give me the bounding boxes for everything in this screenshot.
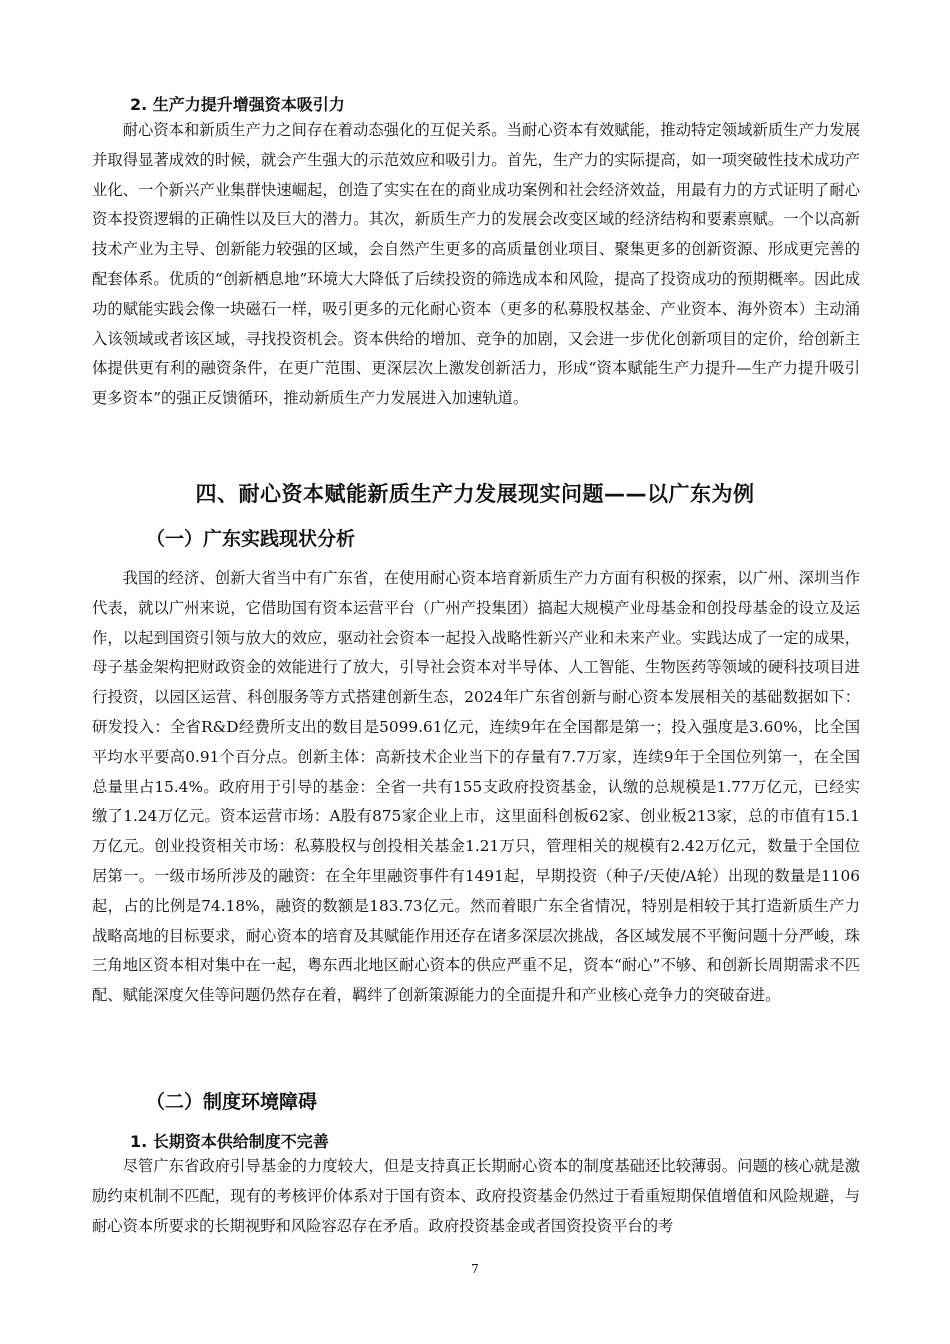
- subheading-long-term-supply: 1. 长期资本供给制度不完善: [130, 1132, 329, 1151]
- subsection-heading-status: （一）广东实践现状分析: [146, 528, 356, 550]
- paragraph-long-term-supply: 尽管广东省政府引导基金的力度较大，但是支持真正长期耐心资本的制度基础还比较薄弱。问题的核心就是激励约束机制不匹配，现有的考核评价体系对于国有资本、政府投资基金仍然过于看重短期保值增值和风险规避，与耐心资本所要求的长期视野和风险容忍存在矛盾。政府投资基金或者国资投资平台的考: [92, 1157, 860, 1235]
- subheading-capital-attraction: 2. 生产力提升增强资本吸引力: [130, 95, 345, 114]
- paragraph-guangdong-status: 我国的经济、创新大省当中有广东省，在使用耐心资本培育新质生产力方面有积极的探索，以广州、深圳当作代表，就以广州来说，它借助国有资本运营平台（广州产投集团）搞起大规模产业母基金和创投母基金的设立及运作，以起到国资引领与放大的效应，驱动社会资本一起投入战略性新兴产业和未来产业。实践达成了一定的成果，母子基金架构把财政资金的效能进行了放大，引导社会资本对半导体、人工智能、生物医药等领域的硬科技项目进行投资，以园区运营、科创服务等方式搭建创新生态，2024年广东省创新与耐心资本发展相关的基础数据如下：研发投入：全省R&D经费所支出的数目是5099.61亿元，连续9年在全国都是第一；投入强度是3.60%，比全国平均水平要高0.91个百分点。创新主体：高新技术企业当下的存量有7.7万家，连续9年于全国位列第一，在全国总量里占15.4%。政府用于引导的基金：全省一共有155支政府投资基金，认缴的总规模是1.77万亿元，已经实缴了1.24万亿元。资本运营市场：A股有875家企业上市，这里面科创板62家、创业板213家，总的市值有15.1万亿元。创业投资相关市场：私募股权与创投相关基金1.21万只，管理相关的规模有2.42万亿元，数量于全国位居第一。一级市场所涉及的融资：在全年里融资事件有1491起，早期投资（种子/天使/A轮）出现的数量是1106起，占的比例是74.18%，融资的数额是183.73亿元。然而着眼广东全省情况，特别是相较于其打造新质生产力战略高地的目标要求，耐心资本的培育及其赋能作用还存在诸多深层次挑战，各区域发展不平衡问题十分严峻，珠三角地区资本相对集中在一起，粤东西北地区耐心资本的供应严重不足，资本“耐心”不够、和创新长周期需求不匹配、赋能深度欠佳等问题仍然存在着，羁绊了创新策源能力的全面提升和产业核心竞争力的突破奋进。: [92, 569, 860, 1005]
- subsection-heading-institutional: （二）制度环境障碍: [146, 1091, 318, 1113]
- page-number: 7: [471, 1262, 479, 1276]
- paragraph-mutual-reinforcement: 耐心资本和新质生产力之间存在着动态强化的互促关系。当耐心资本有效赋能，推动特定领域新质生产力发展并取得显著成效的时候，就会产生强大的示范效应和吸引力。首先，生产力的实际提高，如一项突破性技术成功产业化、一个新兴产业集群快速崛起，创造了实实在在的商业成功案例和社会经济效益，用最有力的方式证明了耐心资本投资逻辑的正确性以及巨大的潜力。其次，新质生产力的发展会改变区域的经济结构和要素禀赋。一个以高新技术产业为主导、创新能力较强的区域，会自然产生更多的高质量创业项目、聚集更多的创新资源、形成更完善的配套体系。优质的“创新栖息地”环境大大降低了后续投资的筛选成本和风险，提高了投资成功的预期概率。因此成功的赋能实践会像一块磁石一样，吸引更多的元化耐心资本（更多的私募股权基金、产业资本、海外资本）主动涌入该领域或者该区域，寻找投资机会。资本供给的增加、竞争的加剧，又会进一步优化创新项目的定价，给创新主体提供更有利的融资条件，在更广范围、更深层次上激发创新活力，形成“资本赋能生产力提升—生产力提升吸引更多资本”的强正反馈循环，推动新质生产力发展进入加速轨道。: [92, 121, 860, 408]
- section-heading-four: 四、耐心资本赋能新质生产力发展现实问题——以广东为例: [195, 482, 755, 506]
